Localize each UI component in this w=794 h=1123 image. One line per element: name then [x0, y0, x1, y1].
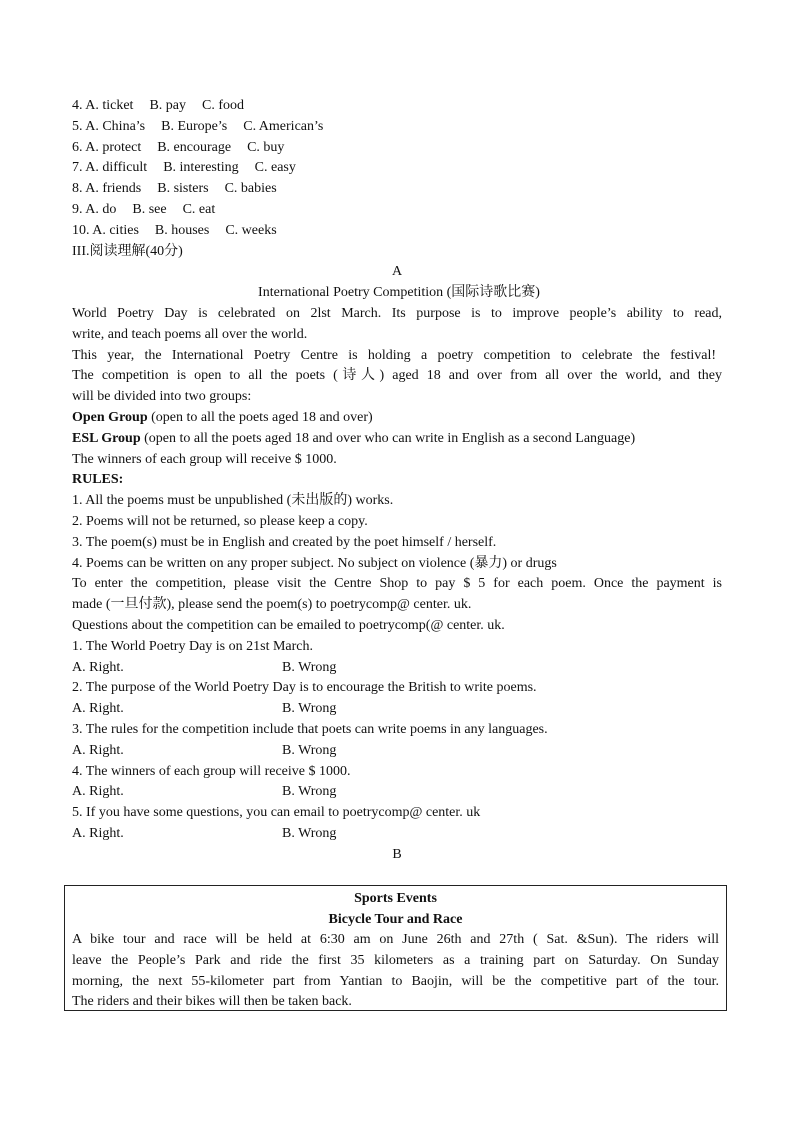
box-subtitle: Bicycle Tour and Race	[328, 911, 463, 927]
cloze-option-c: C. eat	[182, 201, 216, 217]
cloze-number: 7.	[72, 160, 83, 176]
box-line: The riders and their bikes will then be taken back.	[72, 994, 352, 1010]
cloze-option-a: A. protect	[85, 139, 142, 155]
choice-wrong[interactable]: B. Wrong	[282, 659, 337, 675]
passage-b-label: B	[392, 846, 402, 862]
enter-line: To enter the competition, please visit the Centre Shop to pay $ 5 for each poem. Once the payment is	[72, 576, 722, 592]
question-text: 4. The winners of each group will receive $ 1000.	[72, 763, 351, 779]
esl-group-label: ESL Group	[72, 430, 141, 446]
cloze-option-row	[72, 96, 722, 117]
cloze-option-c: C. babies	[224, 181, 277, 197]
cloze-option-row	[72, 179, 722, 200]
cloze-option-c: C. food	[202, 98, 245, 113]
cloze-option-b: B. pay	[149, 98, 187, 113]
cloze-option-b: B. houses	[154, 222, 210, 238]
open-group-text: (open to all the poets aged 18 and over)	[147, 409, 373, 425]
para2-line: This year, the International Poetry Centre is holding a poetry competition to celebrate the festival!	[72, 347, 716, 363]
cloze-option-b: B. see	[132, 201, 167, 217]
esl-group-text: (open to all the poets aged 18 and over who can write in English as a second Language)	[140, 430, 636, 446]
choice-wrong[interactable]: B. Wrong	[282, 742, 337, 758]
cloze-option-a: A. do	[85, 201, 117, 217]
cloze-option-b: B. interesting	[163, 160, 239, 176]
rule-item: 1. All the poems must be unpublished (未出版的) works.	[72, 493, 394, 509]
rule-item: 3. The poem(s) must be in English and created by the poet himself / herself.	[72, 534, 497, 550]
worksheet-page	[72, 96, 722, 865]
answer-choices	[72, 824, 722, 845]
choice-wrong[interactable]: B. Wrong	[282, 825, 337, 841]
rules-heading: RULES:	[72, 472, 124, 488]
true-false-questions	[72, 637, 722, 845]
cloze-number: 5.	[72, 118, 83, 134]
cloze-option-c: C. American’s	[243, 118, 324, 134]
cloze-option-a: A. cities	[92, 222, 139, 238]
rule-item: 2. Poems will not be returned, so please keep a copy.	[72, 513, 368, 529]
cloze-option-row	[72, 138, 722, 159]
cloze-number: 9.	[72, 201, 83, 217]
esl-group-line	[72, 429, 722, 450]
cloze-option-row	[72, 221, 722, 242]
choice-right[interactable]: A. Right.	[72, 825, 124, 841]
enter-line: made (一旦付款), please send the poem(s) to poetrycomp@ center. uk.	[72, 597, 472, 613]
choice-right[interactable]: A. Right.	[72, 742, 124, 758]
open-group-label: Open Group	[72, 409, 148, 425]
answer-choices	[72, 741, 722, 762]
para1-line: write, and teach poems all over the world.	[72, 326, 308, 342]
choice-right[interactable]: A. Right.	[72, 659, 124, 675]
para2-line: The competition is open to all the poets (诗人) aged 18 and over from all over the world, and they	[72, 368, 722, 384]
cloze-option-c: C. weeks	[225, 222, 277, 238]
cloze-option-row	[72, 200, 722, 221]
answer-choices	[72, 782, 722, 803]
cloze-option-a: A. ticket	[85, 98, 134, 113]
open-group-line	[72, 408, 722, 429]
question-text: 5. If you have some questions, you can email to poetrycomp@ center. uk	[72, 805, 481, 821]
para2-line: will be divided into two groups:	[72, 389, 252, 405]
choice-wrong[interactable]: B. Wrong	[282, 784, 337, 800]
box-title: Sports Events	[354, 891, 437, 906]
question-text: 3. The rules for the competition include that poets can write poems in any languages.	[72, 721, 548, 737]
winners-line: The winners of each group will receive $ 1000.	[72, 451, 337, 467]
answer-choices	[72, 658, 722, 679]
cloze-option-b: B. sisters	[157, 181, 209, 197]
sports-events-box	[64, 885, 727, 1011]
question-text: 1. The World Poetry Day is on 21st March.	[72, 638, 313, 654]
passage-a-title: International Poetry Competition (国际诗歌比赛)	[258, 285, 540, 301]
passage-a-label: A	[391, 264, 403, 280]
section-heading: III.阅读理解(40分)	[72, 243, 183, 259]
cloze-option-a: A. friends	[85, 181, 142, 197]
cloze-option-a: A. China’s	[85, 118, 146, 134]
answer-choices	[72, 699, 722, 720]
cloze-number: 6.	[72, 139, 83, 155]
cloze-option-a: A. difficult	[85, 160, 148, 176]
cloze-option-b: B. Europe’s	[161, 118, 228, 134]
box-line: leave the People’s Park and ride the first 35 kilometers as a training part on Saturday. On Sunday	[72, 953, 719, 969]
box-line: A bike tour and race will be held at 6:30 am on June 26th and 27th ( Sat. &Sun). The riders will	[72, 932, 719, 948]
choice-right[interactable]: A. Right.	[72, 701, 124, 717]
cloze-option-b: B. encourage	[157, 139, 232, 155]
cloze-number: 4.	[72, 98, 83, 113]
choice-right[interactable]: A. Right.	[72, 784, 124, 800]
question-text: 2. The purpose of the World Poetry Day is to encourage the British to write poems.	[72, 680, 537, 696]
questions-email-line: Questions about the competition can be emailed to poetrycomp(@ center. uk.	[72, 617, 505, 633]
cloze-option-c: C. easy	[254, 160, 296, 176]
cloze-options-list	[72, 96, 722, 242]
para1-line: World Poetry Day is celebrated on 2lst March. Its purpose is to improve people’s ability to read,	[72, 305, 722, 321]
cloze-option-c: C. buy	[247, 139, 285, 155]
cloze-option-row	[72, 117, 722, 138]
box-line: morning, the next 55-kilometer part from Yantian to Baojin, will be the competitive part of the tour.	[72, 973, 719, 989]
cloze-number: 10.	[72, 222, 90, 238]
choice-wrong[interactable]: B. Wrong	[282, 701, 337, 717]
cloze-number: 8.	[72, 181, 83, 197]
cloze-option-row	[72, 158, 722, 179]
rule-item: 4. Poems can be written on any proper subject. No subject on violence (暴力) or drugs	[72, 555, 557, 571]
